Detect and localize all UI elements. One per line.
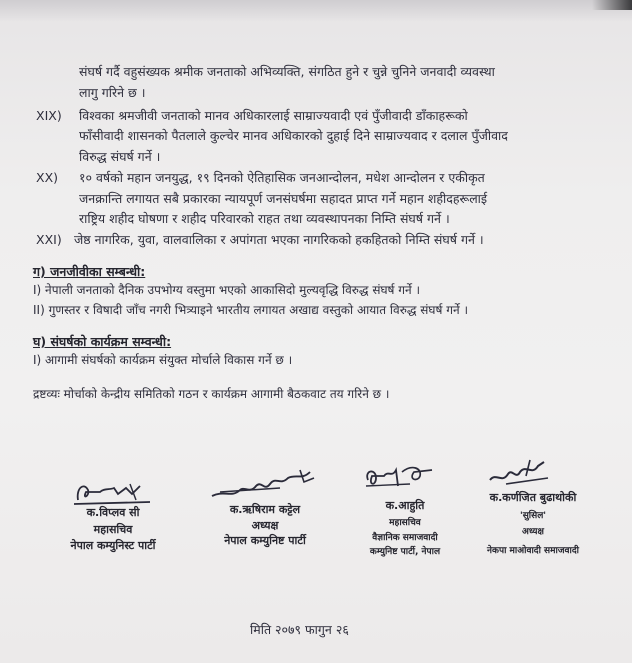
signatory-2-party: नेपाल कम्युनिष्ट पार्टी xyxy=(224,534,306,547)
body-line-9: जेष्ठ नागरिक, युवा, वालवालिका र अपांगता भएका नागरिकको हकहितको निम्ति संघर्ष गर्ने । xyxy=(74,232,484,247)
signatory-3-role: महासचिव xyxy=(389,518,421,528)
note-line: द्रष्टव्यः मोर्चाको केन्द्रीय समितिको गठन र कार्यक्रम आगामी बैठकवाट तय गरिने छ । xyxy=(33,387,390,401)
body-line-5: विरुद्ध संघर्ष गर्ने । xyxy=(79,149,161,164)
section-ga-item-1: I) नेपाली जनताको दैनिक उपभोग्य वस्तुमा भएको आकासिदो मुल्यवृद्धि विरुद्ध संघर्ष गर्ने । xyxy=(33,283,421,297)
signatory-3-party: वैज्ञानिक समाजवादी xyxy=(372,533,438,543)
signatory-4-alias: 'सुसिल' xyxy=(519,511,547,521)
body-line-1: संघर्ष गर्दै वहुसंख्यक श्रमीक जनताको अभिव्यक्ति, संगठित हुने र चुन्ने चुनिने जनवादी व्यवस्था xyxy=(79,64,495,79)
numeral-xxi: XXI) xyxy=(36,232,62,247)
signatory-2-role: अध्यक्ष xyxy=(251,519,279,532)
section-gha-item-1: I) आगामी संघर्षको कार्यक्रम संयुक्त मोर्चाले विकास गर्ने छ । xyxy=(33,353,293,367)
body-line-8: राष्ट्रिय शहीद घोषणा र शहीद परिवारको राहत तथा व्यवस्थापनका निम्ति संघर्ष गर्ने । xyxy=(79,211,450,226)
section-gha-heading: घ) संघर्षको कार्यक्रम सम्वन्धी: xyxy=(33,334,172,349)
document-date: मिति २०७९ फागुन २६ xyxy=(250,622,349,637)
body-line-6: १० वर्षको महान जनयुद्ध, १९ दिनको ऐतिहासिक जनआन्दोलन, मधेश आन्दोलन र एकीकृत xyxy=(79,170,485,185)
signature-karnajit xyxy=(486,458,556,492)
section-ga-heading: ग) जनजीवीका सम्बन्धी: xyxy=(33,264,146,279)
body-line-7: जनक्रान्ति लगायत सबै प्रकारका न्यायपूर्ण जनसंघर्षमा सहादत प्राप्त गर्ने महान शहीदहरूलाई xyxy=(79,191,488,206)
signature-ahuti xyxy=(362,462,442,496)
signatory-1-role: महासचिव xyxy=(93,523,133,536)
body-line-3: विश्वका श्रमजीवी जनताको मानव अधिकारलाई साम्राज्यवादी एवं पुँजीवादी डाँकाहरूको xyxy=(79,108,468,123)
signatory-1-name: क.विप्लव सी xyxy=(86,506,140,519)
signatory-2-name: क.ऋषिराम कट्टेल xyxy=(229,503,301,516)
top-shadow xyxy=(0,0,632,22)
signatory-1-party: नेपाल कम्युनिस्ट पार्टी xyxy=(70,539,156,552)
numeral-xix: XIX) xyxy=(36,108,62,123)
signature-rishiram xyxy=(210,468,320,504)
signatory-4-name: क.कर्णजित बुढाथोकी xyxy=(489,491,577,504)
body-line-2: लागु गरिने छ । xyxy=(79,85,146,100)
signatory-3-party-line2: कम्युनिष्ट पार्टी, नेपाल xyxy=(369,547,441,557)
signatory-4-party: नेकपा माओवादी समाजवादी xyxy=(487,546,579,556)
numeral-xx: XX) xyxy=(36,170,59,185)
body-line-4: फाँसीवादी शासनको पैतलाले कुल्चेर मानव अधिकारको दुहाई दिने साम्राज्यवाद र दलाल पुँजीवाद xyxy=(79,128,508,143)
signature-biplav xyxy=(70,478,160,508)
signatory-3-name: क.आहुति xyxy=(385,499,425,512)
section-ga-item-2: II) गुणस्तर र विषादी जाँच नगरी भित्र्याइने भारतीय लगायत अखाद्य वस्तुको आयात विरुद्ध संघर्ष गर्ने । xyxy=(33,303,469,317)
corner-shadow xyxy=(592,0,632,10)
signatory-4-role: अध्यक्ष xyxy=(522,527,544,537)
